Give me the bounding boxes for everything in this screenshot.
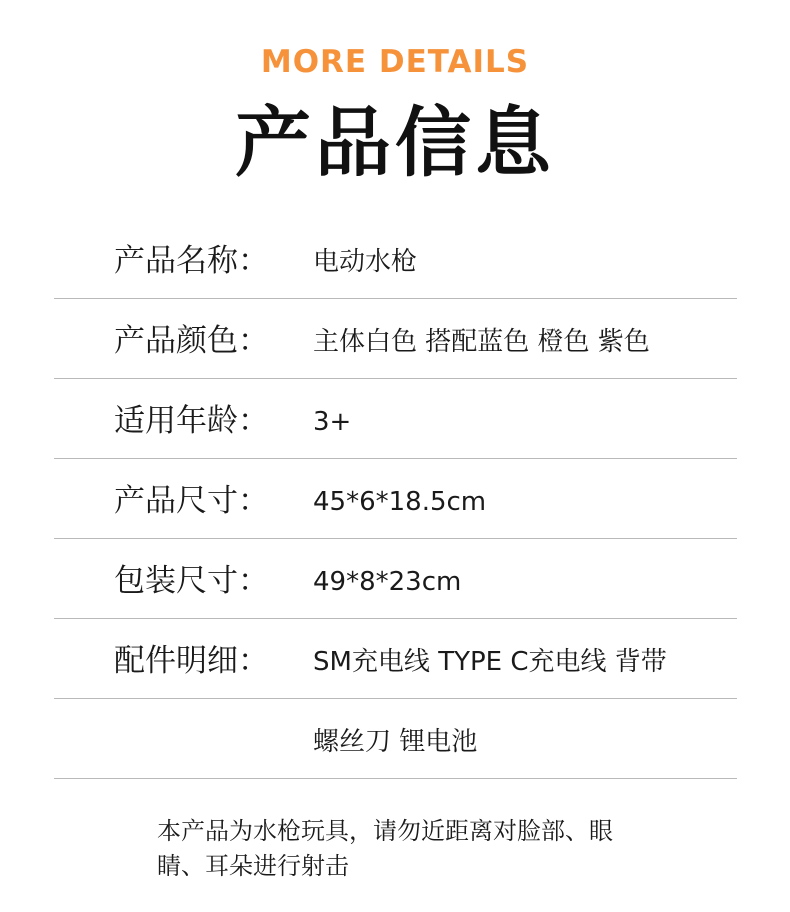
product-info-table <box>54 219 737 779</box>
info-row-package-size <box>54 539 737 619</box>
row-label: 配件明细： <box>114 643 269 679</box>
info-row-product-name <box>54 219 737 299</box>
row-label: 适用年龄： <box>114 403 269 439</box>
row-value: 3+ <box>313 407 352 437</box>
row-label: 包装尺寸： <box>114 563 269 599</box>
safety-note-line: 睛、耳朵进行射击 <box>157 852 349 880</box>
safety-note <box>157 814 717 884</box>
row-label: 产品颜色： <box>114 323 269 359</box>
section-subtitle: MORE DETAILS <box>260 44 530 80</box>
info-row-age <box>54 379 737 459</box>
safety-note-line: 本产品为水枪玩具，请勿近距离对脸部、眼 <box>157 817 613 845</box>
row-label: 产品名称： <box>114 243 269 279</box>
row-label: 产品尺寸： <box>114 483 269 519</box>
row-value: SM充电线 TYPE C充电线 背带 <box>313 647 667 677</box>
info-row-product-color <box>54 299 737 379</box>
row-value: 49*8*23cm <box>313 567 462 597</box>
info-row-product-size <box>54 459 737 539</box>
info-row-accessories-continued <box>54 699 737 779</box>
info-row-accessories <box>54 619 737 699</box>
row-value: 主体白色 搭配蓝色 橙色 紫色 <box>313 327 650 357</box>
page-title: 产品信息 <box>235 98 555 187</box>
row-value: 电动水枪 <box>313 247 418 277</box>
row-value: 45*6*18.5cm <box>313 487 487 517</box>
row-value: 螺丝刀 锂电池 <box>313 727 478 757</box>
